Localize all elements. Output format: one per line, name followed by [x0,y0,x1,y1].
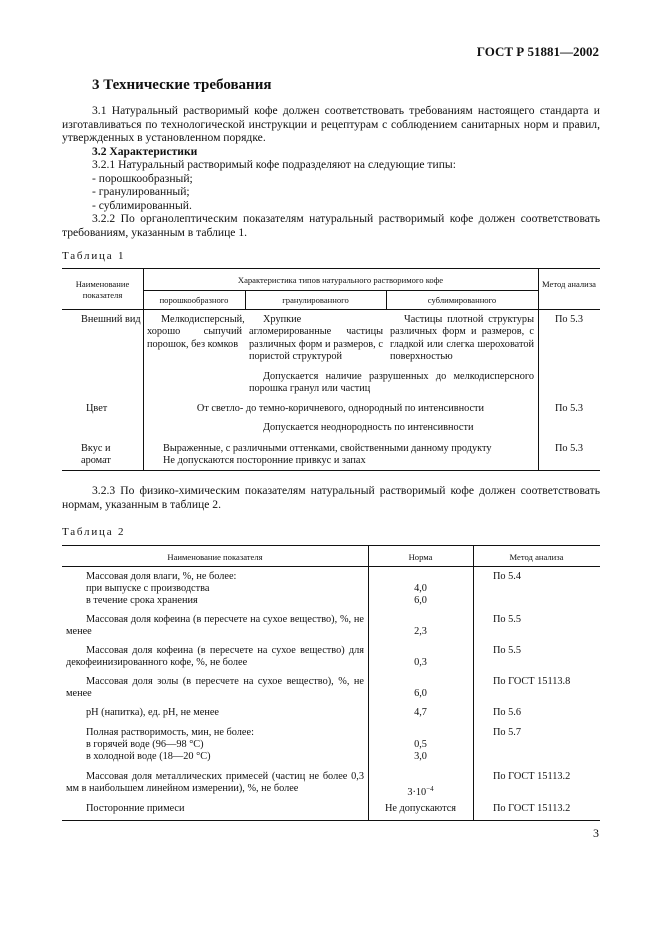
table1-row-look-powder: Мелкодисперсный, хорошо сыпучий порошок, без комков [147,314,245,350]
table2-row-method: По 5.4 [493,571,522,582]
table2-row-norm: 2,3 [414,626,427,637]
table2-row-subitem: при выпуске с производства [86,583,210,594]
table2-row-name: Массовая доля металлических примесей (частиц не более 0,3 мм в наибольшем линейном измерении), %, не более [66,771,364,795]
table2-row-norm [368,783,473,799]
norm-exponent: −4 [426,785,434,793]
table1-header-method: Метод анализа [542,279,596,289]
table1-header-type: порошкообразного [159,295,229,305]
table1-row-look-method: По 5.3 [554,314,584,325]
table2-row-norm: 4,7 [414,707,427,718]
table2-row-name: Массовая доля кофеина (в пересчете на сухое вещество) для декофеинизированного кофе, %, не более [66,645,364,669]
table2-row-norm: 3,0 [414,751,427,762]
type-item: - гранулированный; [92,185,190,198]
table2-row-name: Полная растворимость, мин, не более: [86,727,254,738]
table1-row-color-text: От светло- до темно-коричневого, однородный по интенсивности [196,403,485,414]
table1-caption: Таблица 1 [62,250,126,262]
table2-row-norm: Не допускаются [384,803,457,814]
table1-header-name: Наименование показателя [75,279,130,300]
table2-row-method: По ГОСТ 15113.2 [493,771,571,782]
section-title: 3 Технические требования [92,77,272,93]
table2-header-norm: Норма [408,552,433,562]
table1-row-taste-method: По 5.3 [554,443,584,454]
table2-row-name: Массовая доля золы (в пересчете на сухое вещество), %, не менее [66,676,364,700]
table2-row-norm: 6,0 [414,688,427,699]
table2-row-name: Массовая доля кофеина (в пересчете на сухое вещество), %, не менее [66,614,364,638]
table2-row-name: pH (напитка), ед. pH, не менее [86,707,219,718]
table1-header-type: сублимированного [427,295,497,305]
table1-row-look-granulated: Хрупкие агломерированные частицы различных форм и размеров, с пористой структурой [249,314,383,363]
table2-row-method: По 5.5 [493,614,522,625]
paragraph-3-2-2: 3.2.2 По органолептическим показателям натуральный растворимый кофе должен соответствовать требованиям, указанным в таблице 1. [62,212,600,239]
table1-row-look-note: Допускается наличие разрушенных до мелкодисперсного порошка гранул или частиц [249,371,534,395]
norm-base: 3·10 [407,787,427,798]
paragraph-3-2-1: 3.2.1 Натуральный растворимый кофе подразделяют на следующие типы: [92,158,456,171]
table1-row-color-name: Цвет [86,403,108,414]
table2-header-method: Метод анализа [509,552,564,562]
table2-row-subitem: в горячей воде (96—98 °С) [86,739,204,750]
table2-row-method: По ГОСТ 15113.8 [493,676,571,687]
table2-row-subitem: в холодной воде (18—20 °С) [86,751,211,762]
paragraph-3-2-heading: 3.2 Характеристики [92,145,198,158]
table2-caption: Таблица 2 [62,526,126,538]
paragraph-3-1: 3.1 Натуральный растворимый кофе должен соответствовать требованиям настоящего стандарта и изготавливаться по технологической инструкции и рецептурам с соблюдением санитарных норм и правил, утвержденных в установленном порядке. [62,104,600,144]
table1-header-type: гранулированного [282,295,349,305]
table2-row-norm: 6,0 [414,595,427,606]
table2-row-name: Посторонние примеси [86,803,185,814]
table2-row-name: Массовая доля влаги, %, не более: [86,571,237,582]
table2-row-method: По 5.6 [493,707,522,718]
type-item: - сублимированный. [92,199,192,212]
table2-row-method: По 5.7 [493,727,522,738]
paragraph-3-2-3: 3.2.3 По физико-химическим показателям натуральный растворимый кофе должен соответствовать нормам, указанным в таблице 2. [62,484,600,511]
table1-row-look-name: Внешний вид [81,314,141,325]
table2-row-subitem: в течение срока хранения [86,595,198,606]
table2-row-norm: 0,3 [414,657,427,668]
table2-row-norm: 4,0 [414,583,427,594]
table2-header-name: Наименование показателя [167,552,263,562]
table1-row-taste-note: Не допускаются посторонние привкус и запах [163,455,366,466]
table1-row-color-note: Допускается неоднородность по интенсивности [263,422,474,433]
table1-row-look-sublimated: Частицы плотной структуры различных форм и размеров, с гладкой или слегка шероховатой поверхностью [390,314,534,363]
table2-row-norm: 0,5 [414,739,427,750]
table1-row-color-method: По 5.3 [554,403,584,414]
table2-row-method: По 5.5 [493,645,522,656]
table1-row-taste-name: Вкус и аромат [81,443,111,467]
document-code: ГОСТ Р 51881—2002 [476,44,599,59]
table1-row-taste-text: Выраженные, с различными оттенками, свойственными данному продукту [163,443,492,454]
type-item: - порошкообразный; [92,172,193,185]
table2-row-method: По ГОСТ 15113.2 [493,803,571,814]
table1-header-characteristic: Характеристика типов натурального растворимого кофе [237,275,444,285]
page-number: 3 [593,826,599,840]
